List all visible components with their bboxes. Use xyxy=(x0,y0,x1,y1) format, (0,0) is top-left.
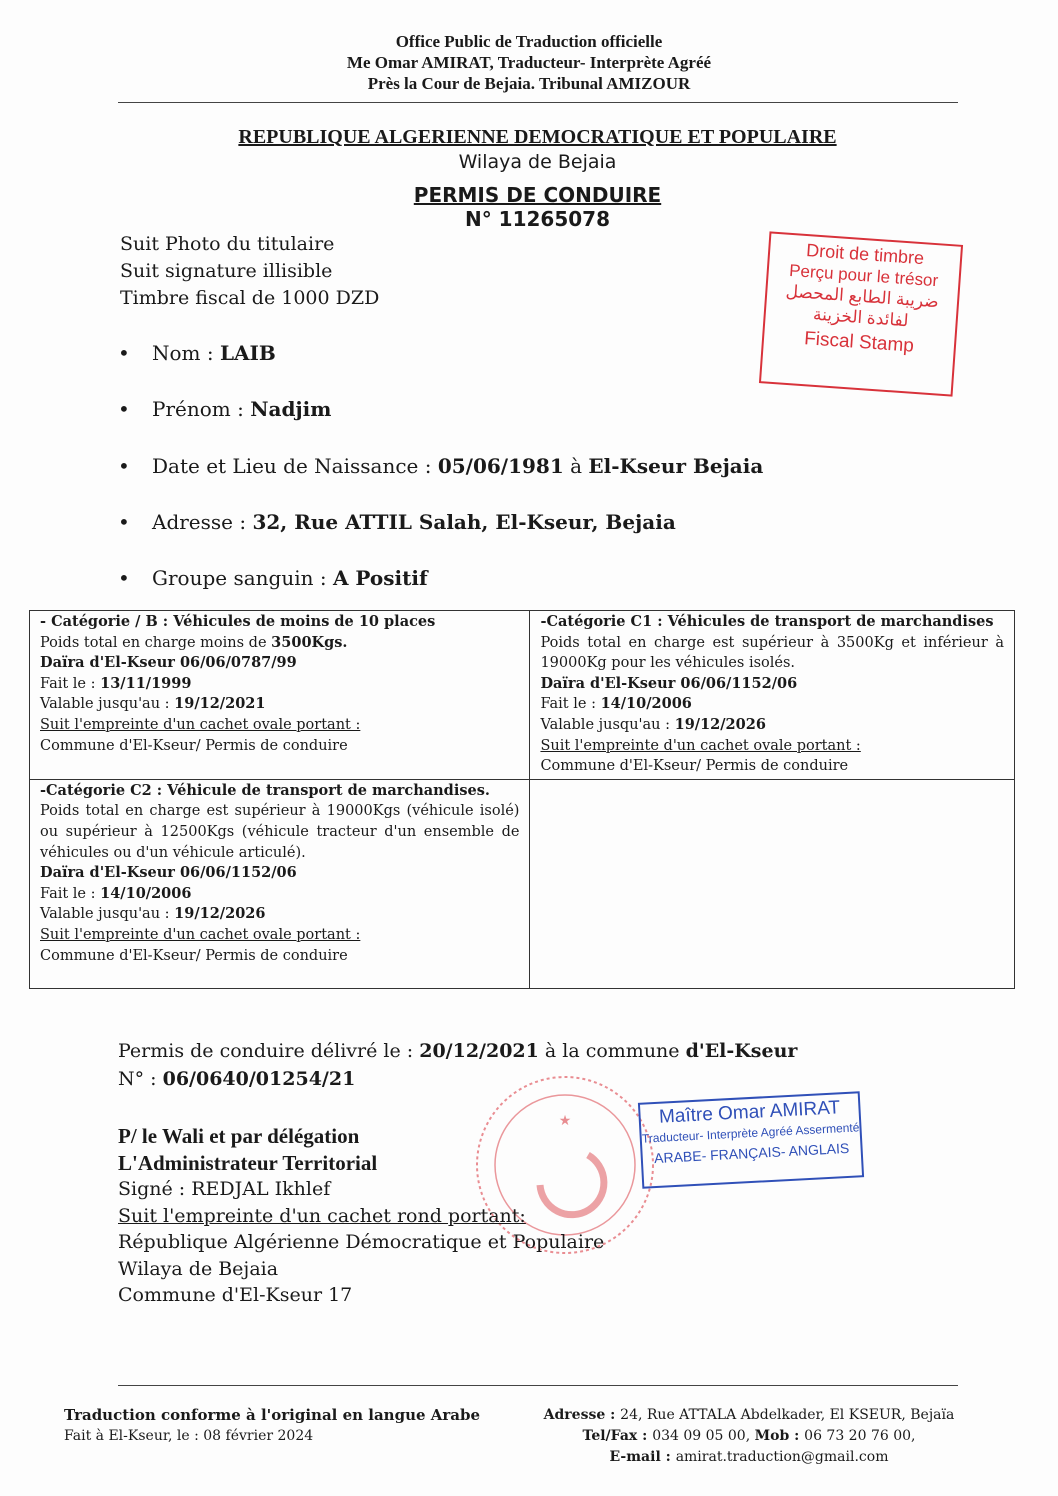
translator-stamp-languages: ARABE- FRANÇAIS- ANGLAIS xyxy=(653,1139,850,1167)
groupe-value: A Positif xyxy=(332,566,428,590)
prenom-label: Prénom : xyxy=(152,397,251,421)
bullet-icon: • xyxy=(118,341,130,365)
fait-label: Fait le : xyxy=(40,885,101,902)
category-c1-fait: 14/10/2006 xyxy=(600,695,692,713)
category-b-title: - Catégorie / B : Véhicules de moins de 10 places xyxy=(40,613,436,630)
footer-mob-label: Mob : xyxy=(754,1428,805,1444)
category-c2-valable: 19/12/2026 xyxy=(174,905,266,923)
field-nom xyxy=(118,341,276,365)
category-b-commune: Commune d'El-Kseur/ Permis de conduire xyxy=(40,737,348,754)
adresse-label: Adresse : xyxy=(152,510,253,534)
valable-label: Valable jusqu'au : xyxy=(540,716,675,733)
notes-block xyxy=(120,231,379,312)
bullet-icon: • xyxy=(118,510,130,534)
fiscal-stamp-line5: Fiscal Stamp xyxy=(803,328,915,357)
fait-label: Fait le : xyxy=(40,675,101,692)
footer-right xyxy=(540,1405,958,1468)
delivery-label: Permis de conduire délivré le : xyxy=(118,1040,420,1062)
naissance-lieu: El-Kseur Bejaia xyxy=(588,454,764,478)
category-b-desc-text: Poids total en charge moins de xyxy=(40,634,272,651)
prenom-value: Nadjim xyxy=(250,397,332,421)
signature-wilaya: Wilaya de Bejaia xyxy=(118,1257,279,1280)
naissance-date: 05/06/1981 xyxy=(437,454,564,478)
signature-wali: P/ le Wali et par délégation xyxy=(118,1124,360,1148)
category-b-cell xyxy=(30,611,530,780)
signature-republic: République Algérienne Démocratique et Populaire xyxy=(118,1231,605,1253)
signature-admin: L'Administrateur Territorial xyxy=(118,1150,378,1175)
footer-date: Fait à El-Kseur, le : 08 février 2024 xyxy=(64,1428,314,1444)
category-c1-cell xyxy=(530,611,1015,780)
footer-email-label: E-mail : xyxy=(609,1449,676,1465)
footer-email: amirat.traduction@gmail.com xyxy=(675,1449,889,1465)
fiscal-stamp-line4: لفائدة الخزينة xyxy=(812,304,910,331)
delivery-number-label: N° : xyxy=(118,1068,163,1090)
delivery-mid: à la commune xyxy=(538,1040,686,1062)
office-name: Office Public de Traduction officielle xyxy=(395,32,663,51)
delivery-number-value: 06/0640/01254/21 xyxy=(162,1068,356,1090)
bullet-icon: • xyxy=(118,454,130,478)
translator-stamp-name: Maître Omar AMIRAT xyxy=(658,1097,841,1128)
footer-address: 24, Rue ATTALA Abdelkader, El KSEUR, Bejaïa xyxy=(620,1407,955,1423)
signature-block xyxy=(118,1123,604,1309)
bullet-icon: • xyxy=(118,566,130,590)
footer-left xyxy=(64,1405,480,1447)
svg-text:★: ★ xyxy=(558,1113,572,1129)
field-adresse xyxy=(118,510,676,534)
fiscal-stamp-line2: Perçu pour le trésor xyxy=(788,260,939,291)
bullet-icon: • xyxy=(118,397,130,421)
signature-signed: Signé : REDJAL Ikhlef xyxy=(118,1178,331,1200)
valable-label: Valable jusqu'au : xyxy=(40,906,175,923)
delivery-number xyxy=(118,1068,355,1090)
fait-label: Fait le : xyxy=(540,696,601,713)
footer-address-label: Adresse : xyxy=(543,1407,621,1423)
note-photo: Suit Photo du titulaire xyxy=(120,233,335,255)
footer-mob: 06 73 20 76 00, xyxy=(804,1428,916,1444)
note-signature: Suit signature illisible xyxy=(120,260,333,282)
field-groupe xyxy=(118,566,428,590)
table-row xyxy=(30,611,1015,780)
naissance-sep: à xyxy=(563,454,589,478)
wilaya-title: Wilaya de Bejaia xyxy=(458,151,617,173)
nom-value: LAIB xyxy=(219,341,276,365)
empty-cell xyxy=(530,779,1015,988)
groupe-label: Groupe sanguin : xyxy=(152,566,333,590)
category-c2-desc: Poids total en charge est supérieur à 19000Kgs (véhicule isolé) ou supérieur à 12500Kgs (véhicule tracteur d'un ensemble de véhicules ou d'un véhicule articulé). xyxy=(40,803,520,861)
header-divider xyxy=(118,102,958,103)
translator-name: Me Omar AMIRAT, Traducteur- Interprète Agréé xyxy=(346,53,712,72)
category-c2-daira: Daïra d'El-Kseur 06/06/1152/06 xyxy=(40,864,297,882)
category-b-fait: 13/11/1999 xyxy=(100,674,192,692)
category-b-desc-bold: 3500Kgs. xyxy=(271,633,348,651)
field-naissance xyxy=(118,454,763,478)
table-row xyxy=(30,779,1015,988)
category-c1-commune: Commune d'El-Kseur/ Permis de conduire xyxy=(540,758,849,775)
category-c1-cachet: Suit l'empreinte d'un cachet ovale portant : xyxy=(540,737,861,754)
nom-label: Nom : xyxy=(152,341,220,365)
fiscal-stamp-line3: ضريبة الطابع المحصل xyxy=(785,281,940,312)
category-b-valable: 19/12/2021 xyxy=(174,695,266,713)
adresse-value: 32, Rue ATTIL Salah, El-Kseur, Bejaia xyxy=(252,510,676,534)
category-c2-fait: 14/10/2006 xyxy=(100,884,192,902)
field-prenom xyxy=(118,397,331,421)
document-number: N° 11265078 xyxy=(464,207,611,231)
fiscal-stamp-line1: Droit de timbre xyxy=(805,240,925,269)
naissance-label: Date et Lieu de Naissance : xyxy=(152,454,438,478)
delivery-date: 20/12/2021 xyxy=(419,1040,539,1062)
note-fiscal: Timbre fiscal de 1000 DZD xyxy=(120,287,380,309)
category-c2-commune: Commune d'El-Kseur/ Permis de conduire xyxy=(40,947,348,964)
valable-label: Valable jusqu'au : xyxy=(40,696,175,713)
translator-stamp-title: Traducteur- Interprète Agréé Assermenté xyxy=(641,1120,860,1146)
category-b-desc xyxy=(40,633,519,654)
fiscal-stamp xyxy=(759,231,963,396)
republic-title: REPUBLIQUE ALGERIENNE DEMOCRATIQUE ET POPULAIRE xyxy=(238,126,837,148)
category-c1-desc: Poids total en charge est supérieur à 3500Kg et inférieur à 19000Kg pour les véhicules isolés. xyxy=(540,634,1004,672)
category-c2-cachet: Suit l'empreinte d'un cachet ovale portant : xyxy=(40,926,361,943)
category-b-cachet: Suit l'empreinte d'un cachet ovale portant : xyxy=(40,716,361,733)
delivery-line xyxy=(118,1040,797,1062)
footer-tel-label: Tel/Fax : xyxy=(582,1428,653,1444)
delivery-commune: d'El-Kseur xyxy=(685,1040,798,1062)
category-c1-title: -Catégorie C1 : Véhicules de transport de marchandises xyxy=(540,613,994,630)
court-line: Près la Cour de Bejaia. Tribunal AMIZOUR xyxy=(367,74,691,93)
footer-conformity: Traduction conforme à l'original en langue Arabe xyxy=(64,1406,481,1424)
category-c2-cell xyxy=(30,779,530,988)
document-title: PERMIS DE CONDUIRE xyxy=(413,183,662,207)
categories-table xyxy=(29,610,1015,989)
footer-divider xyxy=(118,1385,958,1386)
category-c2-title: -Catégorie C2 : Véhicule de transport de marchandises. xyxy=(40,781,490,799)
category-b-daira: Daïra d'El-Kseur 06/06/0787/99 xyxy=(40,654,297,672)
translator-stamp xyxy=(638,1091,864,1189)
footer-tel: 034 09 05 00, xyxy=(652,1428,755,1444)
category-c1-valable: 19/12/2026 xyxy=(674,715,766,733)
signature-commune: Commune d'El-Kseur 17 xyxy=(118,1284,353,1306)
category-c1-daira: Daïra d'El-Kseur 06/06/1152/06 xyxy=(540,674,798,692)
signature-cachet: Suit l'empreinte d'un cachet rond portant: xyxy=(118,1204,526,1227)
